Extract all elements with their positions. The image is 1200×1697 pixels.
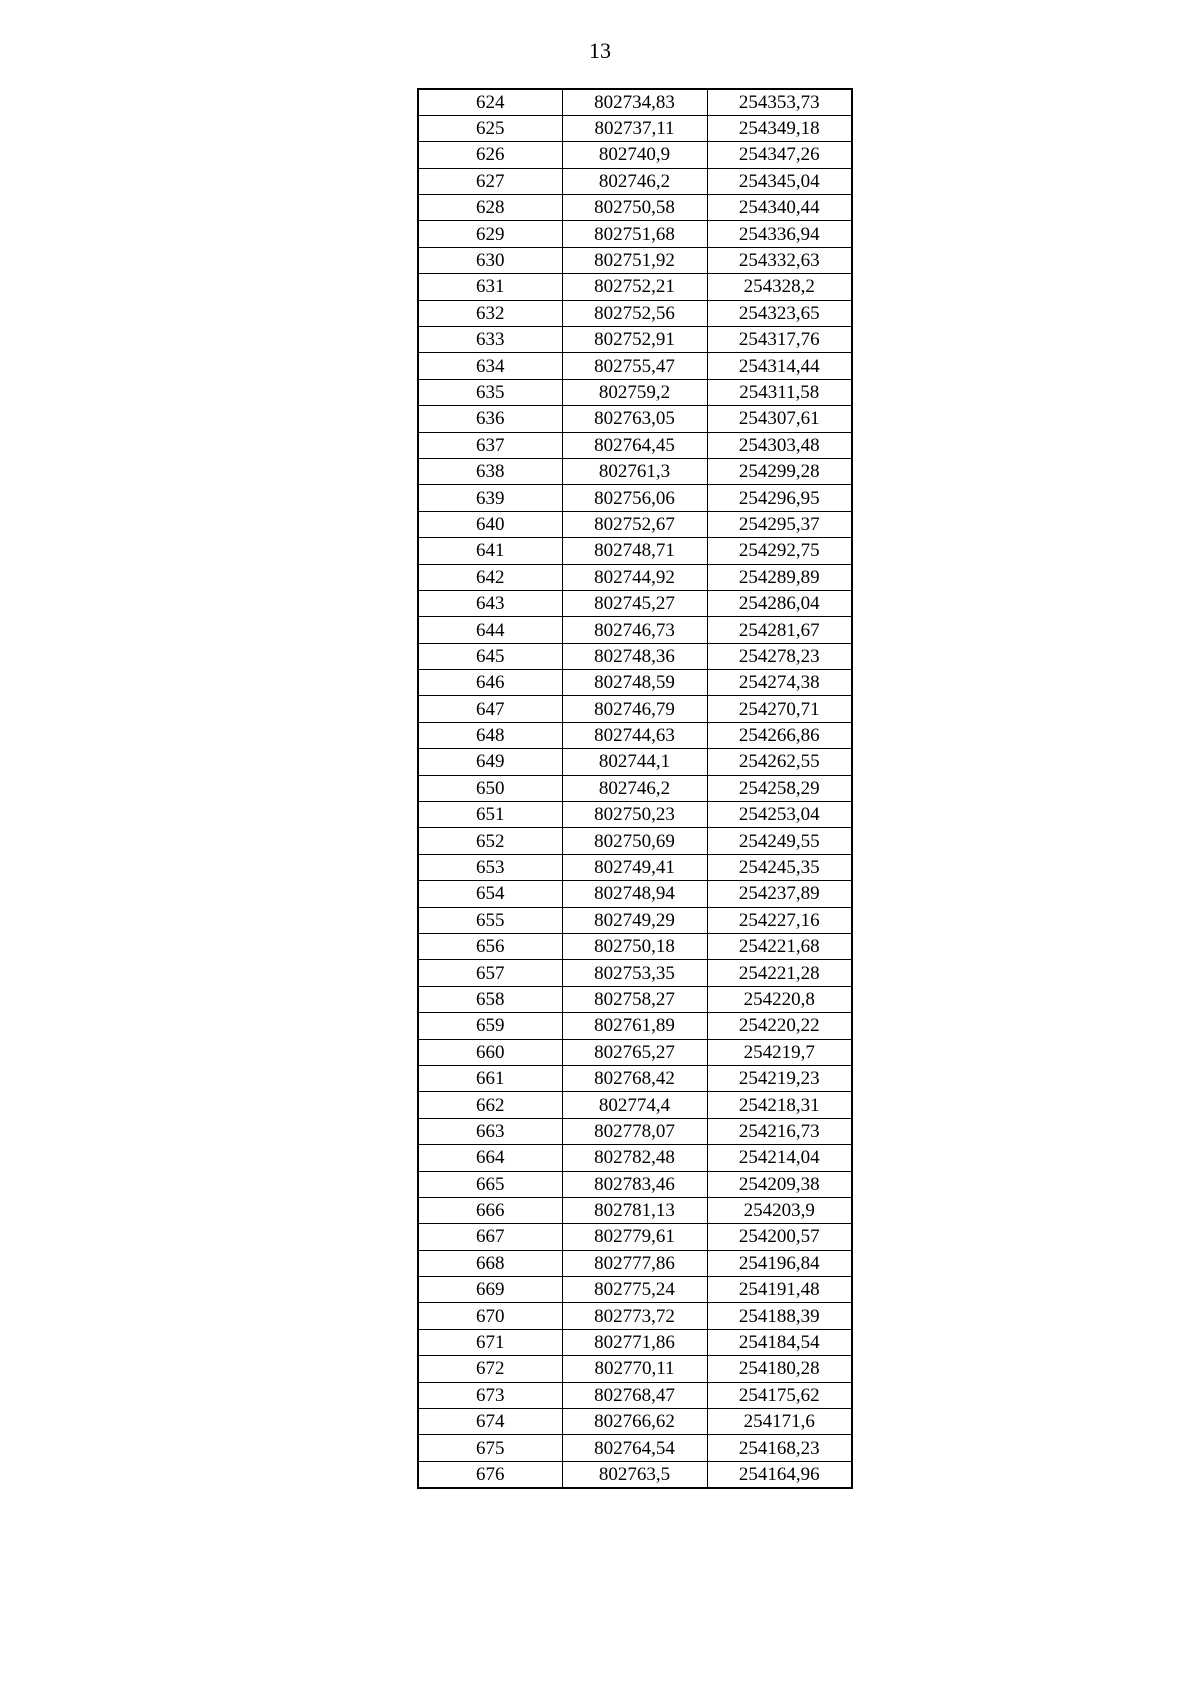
y-coordinate-cell: 254317,76 — [707, 327, 852, 353]
x-coordinate-cell: 802781,13 — [562, 1197, 707, 1223]
x-coordinate-cell: 802746,2 — [562, 775, 707, 801]
x-coordinate-cell: 802748,94 — [562, 881, 707, 907]
table-row — [418, 986, 852, 1012]
point-number-cell: 650 — [418, 775, 562, 801]
table-row — [418, 722, 852, 748]
x-coordinate-cell: 802771,86 — [562, 1329, 707, 1355]
point-number-cell: 639 — [418, 485, 562, 511]
y-coordinate-cell: 254258,29 — [707, 775, 852, 801]
y-coordinate-cell: 254249,55 — [707, 828, 852, 854]
x-coordinate-cell: 802744,63 — [562, 722, 707, 748]
point-number-cell: 657 — [418, 960, 562, 986]
y-coordinate-cell: 254245,35 — [707, 854, 852, 880]
y-coordinate-cell: 254314,44 — [707, 353, 852, 379]
point-number-cell: 636 — [418, 406, 562, 432]
point-number-cell: 637 — [418, 432, 562, 458]
y-coordinate-cell: 254292,75 — [707, 538, 852, 564]
x-coordinate-cell: 802763,5 — [562, 1461, 707, 1487]
point-number-cell: 628 — [418, 195, 562, 221]
table-row — [418, 854, 852, 880]
table-row — [418, 1092, 852, 1118]
x-coordinate-cell: 802763,05 — [562, 406, 707, 432]
table-row — [418, 643, 852, 669]
point-number-cell: 667 — [418, 1224, 562, 1250]
y-coordinate-cell: 254340,44 — [707, 195, 852, 221]
y-coordinate-cell: 254180,28 — [707, 1356, 852, 1382]
point-number-cell: 659 — [418, 1013, 562, 1039]
x-coordinate-cell: 802779,61 — [562, 1224, 707, 1250]
x-coordinate-cell: 802740,9 — [562, 142, 707, 168]
x-coordinate-cell: 802745,27 — [562, 590, 707, 616]
table-row — [418, 564, 852, 590]
table-row — [418, 617, 852, 643]
y-coordinate-cell: 254353,73 — [707, 89, 852, 115]
x-coordinate-cell: 802756,06 — [562, 485, 707, 511]
y-coordinate-cell: 254295,37 — [707, 511, 852, 537]
x-coordinate-cell: 802751,92 — [562, 247, 707, 273]
x-coordinate-cell: 802749,29 — [562, 907, 707, 933]
table-row — [418, 934, 852, 960]
x-coordinate-cell: 802744,1 — [562, 749, 707, 775]
y-coordinate-cell: 254323,65 — [707, 300, 852, 326]
y-coordinate-cell: 254262,55 — [707, 749, 852, 775]
x-coordinate-cell: 802750,69 — [562, 828, 707, 854]
point-number-cell: 652 — [418, 828, 562, 854]
coordinates-table — [417, 88, 853, 1489]
y-coordinate-cell: 254200,57 — [707, 1224, 852, 1250]
table-row — [418, 1171, 852, 1197]
y-coordinate-cell: 254184,54 — [707, 1329, 852, 1355]
point-number-cell: 668 — [418, 1250, 562, 1276]
y-coordinate-cell: 254303,48 — [707, 432, 852, 458]
point-number-cell: 675 — [418, 1435, 562, 1461]
y-coordinate-cell: 254171,6 — [707, 1409, 852, 1435]
y-coordinate-cell: 254332,63 — [707, 247, 852, 273]
x-coordinate-cell: 802748,36 — [562, 643, 707, 669]
table-row — [418, 1197, 852, 1223]
table-row — [418, 327, 852, 353]
table-row — [418, 802, 852, 828]
x-coordinate-cell: 802761,3 — [562, 458, 707, 484]
point-number-cell: 631 — [418, 274, 562, 300]
x-coordinate-cell: 802750,23 — [562, 802, 707, 828]
point-number-cell: 624 — [418, 89, 562, 115]
table-row — [418, 274, 852, 300]
x-coordinate-cell: 802744,92 — [562, 564, 707, 590]
point-number-cell: 648 — [418, 722, 562, 748]
table-row — [418, 670, 852, 696]
table-row — [418, 1461, 852, 1487]
x-coordinate-cell: 802749,41 — [562, 854, 707, 880]
table-row — [418, 1013, 852, 1039]
table-row — [418, 1356, 852, 1382]
point-number-cell: 643 — [418, 590, 562, 616]
table-row — [418, 458, 852, 484]
table-row — [418, 353, 852, 379]
y-coordinate-cell: 254175,62 — [707, 1382, 852, 1408]
x-coordinate-cell: 802746,2 — [562, 168, 707, 194]
table-row — [418, 379, 852, 405]
x-coordinate-cell: 802734,83 — [562, 89, 707, 115]
y-coordinate-cell: 254214,04 — [707, 1145, 852, 1171]
table-row — [418, 1065, 852, 1091]
table-row — [418, 828, 852, 854]
table-row — [418, 749, 852, 775]
y-coordinate-cell: 254216,73 — [707, 1118, 852, 1144]
x-coordinate-cell: 802746,73 — [562, 617, 707, 643]
y-coordinate-cell: 254349,18 — [707, 115, 852, 141]
table-row — [418, 89, 852, 115]
x-coordinate-cell: 802759,2 — [562, 379, 707, 405]
table-row — [418, 1224, 852, 1250]
x-coordinate-cell: 802761,89 — [562, 1013, 707, 1039]
y-coordinate-cell: 254274,38 — [707, 670, 852, 696]
point-number-cell: 670 — [418, 1303, 562, 1329]
x-coordinate-cell: 802764,54 — [562, 1435, 707, 1461]
y-coordinate-cell: 254347,26 — [707, 142, 852, 168]
y-coordinate-cell: 254219,23 — [707, 1065, 852, 1091]
table-row — [418, 406, 852, 432]
x-coordinate-cell: 802748,71 — [562, 538, 707, 564]
y-coordinate-cell: 254221,28 — [707, 960, 852, 986]
table-row — [418, 1409, 852, 1435]
x-coordinate-cell: 802775,24 — [562, 1277, 707, 1303]
point-number-cell: 633 — [418, 327, 562, 353]
x-coordinate-cell: 802765,27 — [562, 1039, 707, 1065]
table-row — [418, 881, 852, 907]
point-number-cell: 676 — [418, 1461, 562, 1487]
x-coordinate-cell: 802777,86 — [562, 1250, 707, 1276]
table-row — [418, 1277, 852, 1303]
x-coordinate-cell: 802758,27 — [562, 986, 707, 1012]
y-coordinate-cell: 254296,95 — [707, 485, 852, 511]
table-row — [418, 1250, 852, 1276]
table-row — [418, 115, 852, 141]
x-coordinate-cell: 802752,21 — [562, 274, 707, 300]
table-row — [418, 247, 852, 273]
table-row — [418, 907, 852, 933]
y-coordinate-cell: 254286,04 — [707, 590, 852, 616]
x-coordinate-cell: 802753,35 — [562, 960, 707, 986]
x-coordinate-cell: 802737,11 — [562, 115, 707, 141]
point-number-cell: 665 — [418, 1171, 562, 1197]
table-row — [418, 1382, 852, 1408]
table-row — [418, 590, 852, 616]
table-row — [418, 511, 852, 537]
y-coordinate-cell: 254270,71 — [707, 696, 852, 722]
point-number-cell: 656 — [418, 934, 562, 960]
table-row — [418, 221, 852, 247]
page-number: 13 — [589, 38, 611, 63]
table-row — [418, 432, 852, 458]
table-row — [418, 142, 852, 168]
y-coordinate-cell: 254237,89 — [707, 881, 852, 907]
table-row — [418, 1435, 852, 1461]
table-row — [418, 300, 852, 326]
point-number-cell: 627 — [418, 168, 562, 194]
y-coordinate-cell: 254203,9 — [707, 1197, 852, 1223]
x-coordinate-cell: 802778,07 — [562, 1118, 707, 1144]
x-coordinate-cell: 802746,79 — [562, 696, 707, 722]
point-number-cell: 647 — [418, 696, 562, 722]
point-number-cell: 635 — [418, 379, 562, 405]
point-number-cell: 671 — [418, 1329, 562, 1355]
table-row — [418, 485, 852, 511]
point-number-cell: 666 — [418, 1197, 562, 1223]
y-coordinate-cell: 254218,31 — [707, 1092, 852, 1118]
point-number-cell: 644 — [418, 617, 562, 643]
table-row — [418, 1303, 852, 1329]
x-coordinate-cell: 802748,59 — [562, 670, 707, 696]
x-coordinate-cell: 802750,18 — [562, 934, 707, 960]
x-coordinate-cell: 802752,56 — [562, 300, 707, 326]
point-number-cell: 662 — [418, 1092, 562, 1118]
table-row — [418, 168, 852, 194]
point-number-cell: 638 — [418, 458, 562, 484]
point-number-cell: 651 — [418, 802, 562, 828]
x-coordinate-cell: 802752,67 — [562, 511, 707, 537]
x-coordinate-cell: 802764,45 — [562, 432, 707, 458]
y-coordinate-cell: 254266,86 — [707, 722, 852, 748]
point-number-cell: 660 — [418, 1039, 562, 1065]
point-number-cell: 629 — [418, 221, 562, 247]
x-coordinate-cell: 802774,4 — [562, 1092, 707, 1118]
point-number-cell: 674 — [418, 1409, 562, 1435]
table-row — [418, 538, 852, 564]
point-number-cell: 658 — [418, 986, 562, 1012]
x-coordinate-cell: 802783,46 — [562, 1171, 707, 1197]
table-row — [418, 1145, 852, 1171]
table-row — [418, 195, 852, 221]
y-coordinate-cell: 254328,2 — [707, 274, 852, 300]
y-coordinate-cell: 254164,96 — [707, 1461, 852, 1487]
point-number-cell: 640 — [418, 511, 562, 537]
y-coordinate-cell: 254220,8 — [707, 986, 852, 1012]
table-row — [418, 1039, 852, 1065]
x-coordinate-cell: 802755,47 — [562, 353, 707, 379]
point-number-cell: 669 — [418, 1277, 562, 1303]
y-coordinate-cell: 254253,04 — [707, 802, 852, 828]
x-coordinate-cell: 802752,91 — [562, 327, 707, 353]
point-number-cell: 634 — [418, 353, 562, 379]
y-coordinate-cell: 254281,67 — [707, 617, 852, 643]
y-coordinate-cell: 254196,84 — [707, 1250, 852, 1276]
y-coordinate-cell: 254188,39 — [707, 1303, 852, 1329]
x-coordinate-cell: 802750,58 — [562, 195, 707, 221]
y-coordinate-cell: 254289,89 — [707, 564, 852, 590]
x-coordinate-cell: 802766,62 — [562, 1409, 707, 1435]
x-coordinate-cell: 802773,72 — [562, 1303, 707, 1329]
point-number-cell: 672 — [418, 1356, 562, 1382]
point-number-cell: 654 — [418, 881, 562, 907]
y-coordinate-cell: 254221,68 — [707, 934, 852, 960]
point-number-cell: 626 — [418, 142, 562, 168]
y-coordinate-cell: 254311,58 — [707, 379, 852, 405]
x-coordinate-cell: 802768,42 — [562, 1065, 707, 1091]
table-row — [418, 696, 852, 722]
point-number-cell: 661 — [418, 1065, 562, 1091]
table-row — [418, 960, 852, 986]
y-coordinate-cell: 254307,61 — [707, 406, 852, 432]
coordinates-table-body — [418, 89, 852, 1488]
x-coordinate-cell: 802751,68 — [562, 221, 707, 247]
y-coordinate-cell: 254227,16 — [707, 907, 852, 933]
point-number-cell: 646 — [418, 670, 562, 696]
table-row — [418, 1118, 852, 1144]
point-number-cell: 673 — [418, 1382, 562, 1408]
y-coordinate-cell: 254345,04 — [707, 168, 852, 194]
y-coordinate-cell: 254168,23 — [707, 1435, 852, 1461]
x-coordinate-cell: 802770,11 — [562, 1356, 707, 1382]
point-number-cell: 645 — [418, 643, 562, 669]
y-coordinate-cell: 254299,28 — [707, 458, 852, 484]
point-number-cell: 653 — [418, 854, 562, 880]
y-coordinate-cell: 254219,7 — [707, 1039, 852, 1065]
x-coordinate-cell: 802768,47 — [562, 1382, 707, 1408]
y-coordinate-cell: 254220,22 — [707, 1013, 852, 1039]
y-coordinate-cell: 254209,38 — [707, 1171, 852, 1197]
table-row — [418, 1329, 852, 1355]
point-number-cell: 642 — [418, 564, 562, 590]
point-number-cell: 649 — [418, 749, 562, 775]
point-number-cell: 625 — [418, 115, 562, 141]
point-number-cell: 663 — [418, 1118, 562, 1144]
point-number-cell: 664 — [418, 1145, 562, 1171]
table-row — [418, 775, 852, 801]
point-number-cell: 630 — [418, 247, 562, 273]
point-number-cell: 655 — [418, 907, 562, 933]
point-number-cell: 632 — [418, 300, 562, 326]
y-coordinate-cell: 254336,94 — [707, 221, 852, 247]
y-coordinate-cell: 254191,48 — [707, 1277, 852, 1303]
x-coordinate-cell: 802782,48 — [562, 1145, 707, 1171]
point-number-cell: 641 — [418, 538, 562, 564]
y-coordinate-cell: 254278,23 — [707, 643, 852, 669]
